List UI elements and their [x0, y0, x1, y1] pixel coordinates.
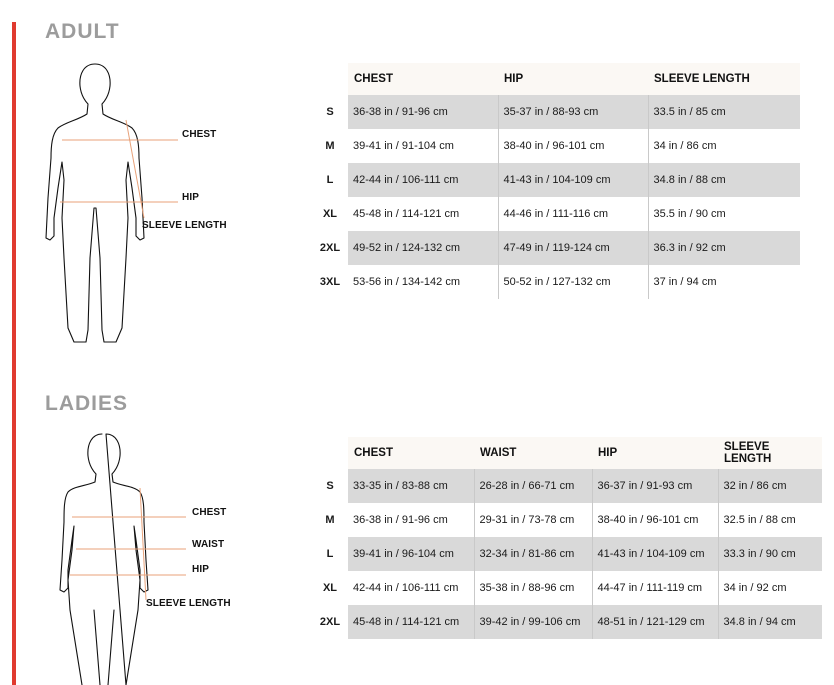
size-label: XL [312, 571, 348, 605]
sleeve-value: 35.5 in / 90 cm [653, 208, 726, 220]
sleeve-value: 37 in / 94 cm [653, 276, 717, 288]
ladies-size-table [312, 437, 822, 639]
table-row [312, 605, 822, 639]
waist-value: 29-31 in / 73-78 cm [474, 503, 592, 537]
ladies-hip-label: HIP [192, 564, 209, 575]
accent-bar [12, 22, 16, 685]
size-label: L [312, 537, 348, 571]
ladies-header-sleeve: SLEEVE LENGTH [718, 437, 822, 469]
adult-measure-lines [40, 58, 180, 348]
chest-value: 39-41 in / 91-104 cm [348, 129, 498, 163]
sleeve-value: 32 in / 86 cm [718, 469, 822, 503]
waist-value: 39-42 in / 99-106 cm [474, 605, 592, 639]
table-row [312, 503, 822, 537]
sleeve-value: 33.5 in / 85 cm [648, 95, 800, 129]
table-row [312, 571, 822, 605]
table-row [312, 231, 800, 265]
sleeve-value: 36.3 in / 92 cm [648, 231, 800, 265]
adult-header-chest: CHEST [348, 63, 498, 95]
chest-value: 36-38 in / 91-96 cm [348, 503, 474, 537]
chest-value: 49-52 in / 124-132 cm [348, 231, 498, 265]
hip-value: 41-43 in / 104-109 cm [498, 163, 648, 197]
hip-value: 41-43 in / 104-109 cm [592, 537, 718, 571]
sleeve-value: 34.8 in / 88 cm [648, 163, 800, 197]
chest-value: 53-56 in / 134-142 cm [348, 265, 498, 299]
adult-header-sleeve: SLEEVE LENGTH [648, 63, 800, 95]
size-label: M [312, 129, 348, 163]
size-column-header [312, 63, 348, 95]
adult-sleeve-label: SLEEVE LENGTH [142, 220, 227, 231]
size-label: 2XL [312, 605, 348, 639]
adult-size-table [312, 63, 800, 299]
table-row [312, 265, 800, 299]
size-label: L [312, 163, 348, 197]
ladies-header-waist: WAIST [474, 437, 592, 469]
table-row [312, 95, 800, 129]
table-row [312, 537, 822, 571]
waist-value: 35-38 in / 88-96 cm [474, 571, 592, 605]
ladies-measure-lines [50, 430, 190, 685]
waist-value: 26-28 in / 66-71 cm [474, 469, 592, 503]
chest-value: 42-44 in / 106-111 cm [348, 571, 474, 605]
size-label: S [312, 469, 348, 503]
ladies-header-chest: CHEST [348, 437, 474, 469]
table-row [312, 163, 800, 197]
table-row [312, 129, 800, 163]
size-label: M [312, 503, 348, 537]
hip-value: 47-49 in / 119-124 cm [498, 231, 648, 265]
hip-value: 50-52 in / 127-132 cm [498, 265, 648, 299]
chest-value: 45-48 in / 114-121 cm [348, 605, 474, 639]
chest-value: 33-35 in / 83-88 cm [348, 469, 474, 503]
hip-value: 44-46 in / 111-116 cm [498, 197, 648, 231]
adult-hip-label: HIP [182, 192, 199, 203]
ladies-section-title: LADIES [45, 392, 129, 415]
size-label: 3XL [312, 265, 348, 299]
size-label: S [312, 95, 348, 129]
hip-value: 38-40 in / 96-101 cm [498, 129, 648, 163]
sleeve-value: 33.3 in / 90 cm [718, 537, 822, 571]
adult-header-row [312, 63, 800, 95]
adult-section-title: ADULT [45, 20, 120, 43]
ladies-header-hip: HIP [592, 437, 718, 469]
hip-value: 48-51 in / 121-129 cm [592, 605, 718, 639]
hip-value: 35-37 in / 88-93 cm [498, 95, 648, 129]
adult-chest-label: CHEST [182, 129, 217, 140]
chest-value: 42-44 in / 106-111 cm [348, 163, 498, 197]
chest-value: 45-48 in / 114-121 cm [348, 197, 498, 231]
adult-header-hip: HIP [498, 63, 648, 95]
size-column-header [312, 437, 348, 469]
table-row [312, 469, 822, 503]
sleeve-value: 32.5 in / 88 cm [723, 514, 796, 526]
chest-value: 36-38 in / 91-96 cm [348, 95, 498, 129]
ladies-header-row [312, 437, 822, 469]
ladies-waist-label: WAIST [192, 539, 225, 550]
ladies-chest-label: CHEST [192, 507, 227, 518]
chest-value: 39-41 in / 96-104 cm [348, 537, 474, 571]
table-row [312, 197, 800, 231]
hip-value: 44-47 in / 111-119 cm [592, 571, 718, 605]
sleeve-value: 34 in / 92 cm [723, 582, 787, 594]
sleeve-value: 34 in / 86 cm [653, 140, 717, 152]
hip-value: 36-37 in / 91-93 cm [592, 469, 718, 503]
ladies-sleeve-label: SLEEVE LENGTH [146, 598, 231, 609]
size-label: 2XL [312, 231, 348, 265]
waist-value: 32-34 in / 81-86 cm [474, 537, 592, 571]
size-label: XL [312, 197, 348, 231]
hip-value: 38-40 in / 96-101 cm [592, 503, 718, 537]
sleeve-value: 34.8 in / 94 cm [718, 605, 822, 639]
